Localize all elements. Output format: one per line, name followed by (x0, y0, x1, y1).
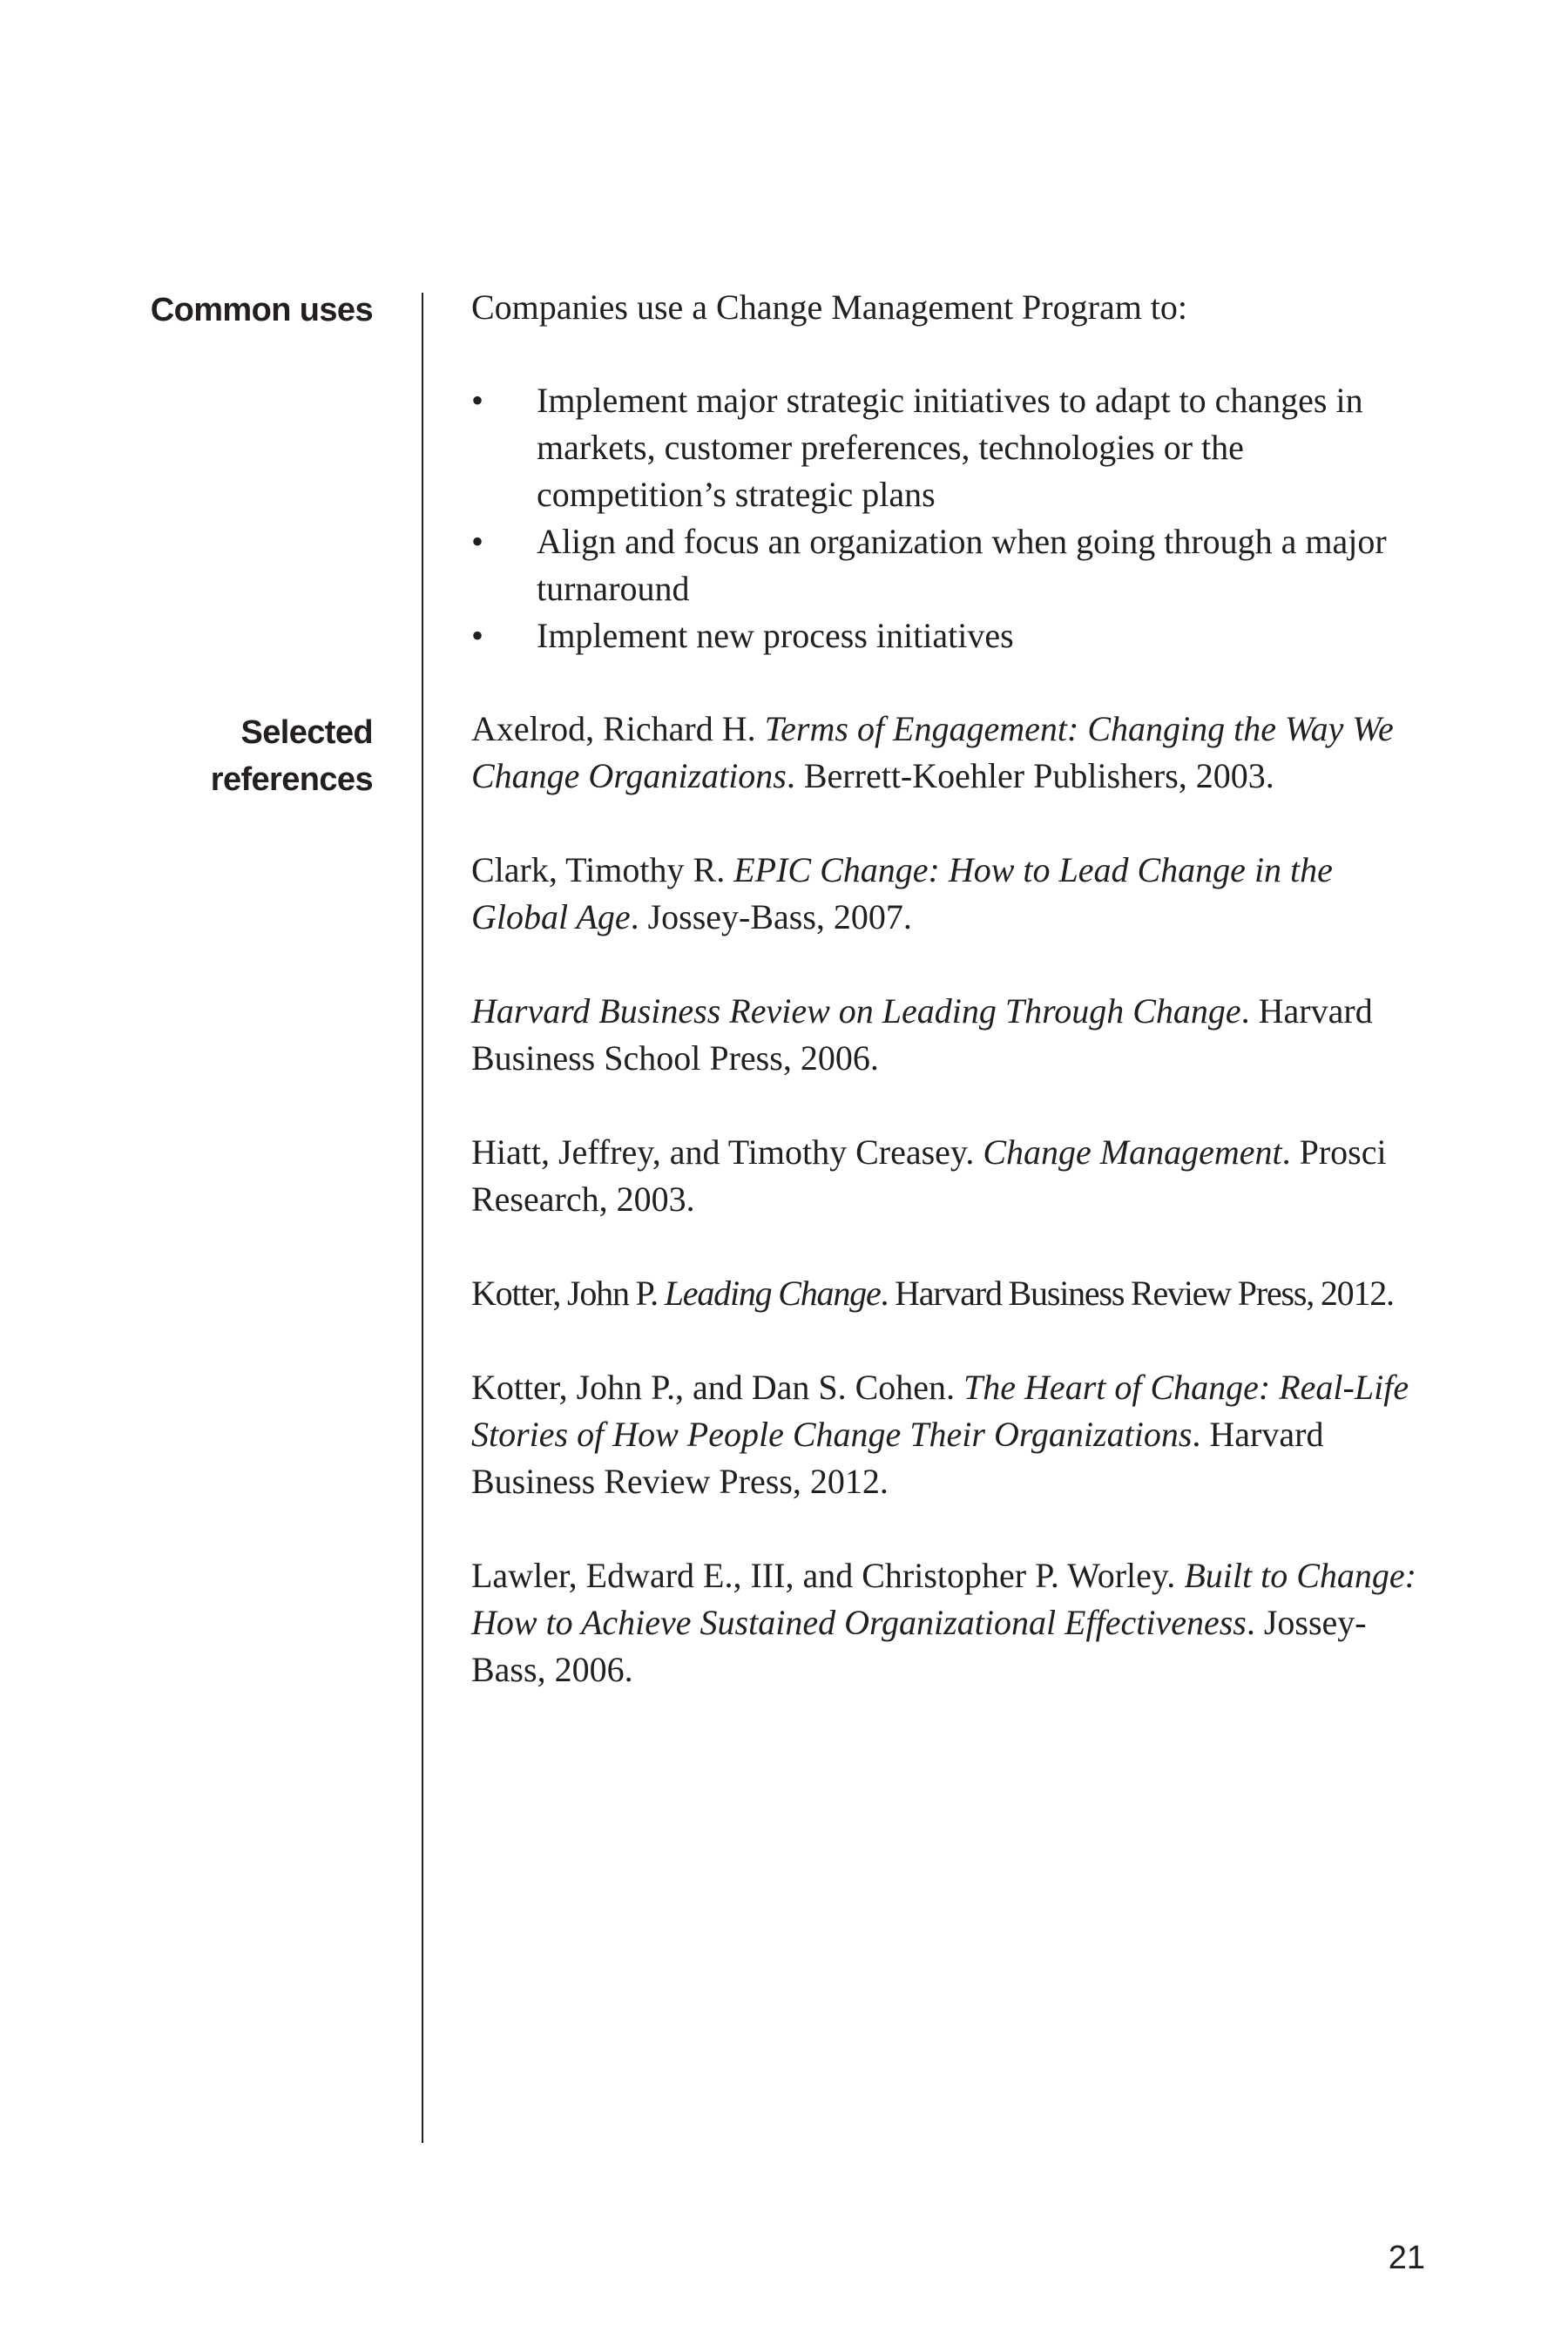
selected-references-heading-line1: Selected (240, 714, 373, 751)
list-item: • Align and focus an organization when going through a major turnaround (471, 518, 1434, 612)
reference-entry (471, 847, 1434, 941)
common-uses-heading (94, 287, 373, 334)
reference-publisher: . Harvard Business School Press, 2006. (471, 991, 1373, 1078)
reference-title: Terms of Engagement: Changing the Way We Change Organizations (471, 709, 1394, 795)
reference-title: Leading Change (664, 1274, 881, 1313)
reference-entry (471, 1270, 1434, 1317)
reference-entry (471, 1364, 1434, 1505)
reference-entry (471, 988, 1434, 1082)
reference-author: Clark, Timothy R. (471, 850, 734, 889)
reference-author: Lawler, Edward E., III, and Christopher P. Worley. (471, 1556, 1185, 1595)
reference-entry (471, 1552, 1434, 1693)
common-uses-list (471, 377, 1434, 659)
list-item: • Implement major strategic initiatives to adapt to changes in markets, customer preferences, technologies or the competition’s strategic plans (471, 377, 1434, 518)
list-item: • Implement new process initiatives (471, 612, 1434, 659)
reference-author: Axelrod, Richard H. (471, 709, 765, 748)
reference-author: Kotter, John P. (471, 1274, 665, 1313)
reference-title: The Heart of Change: Real-Life Stories of How People Change Their Organizations (471, 1368, 1409, 1454)
common-uses-heading-text: Common uses (150, 292, 373, 328)
reference-title: Harvard Business Review on Leading Through Change (471, 991, 1241, 1031)
reference-title: Built to Change: How to Achieve Sustained Organizational Effectiveness (471, 1556, 1416, 1642)
selected-references-heading (94, 709, 373, 803)
reference-author: Kotter, John P., and Dan S. Cohen. (471, 1368, 964, 1407)
common-uses-intro: Companies use a Change Management Program to: (471, 287, 1188, 327)
reference-author: Hiatt, Jeffrey, and Timothy Creasey. (471, 1132, 983, 1172)
reference-publisher: . Prosci Research, 2003. (471, 1132, 1387, 1219)
reference-entry (471, 1129, 1434, 1223)
page-number: 21 (1388, 2240, 1425, 2276)
reference-publisher: . Berrett-Koehler Publishers, 2003. (786, 756, 1274, 795)
reference-publisher: . Jossey-Bass, 2006. (471, 1603, 1367, 1689)
reference-title: Change Management (983, 1132, 1282, 1172)
reference-entry (471, 706, 1434, 800)
reference-publisher: . Jossey-Bass, 2007. (630, 897, 912, 936)
reference-publisher: . Harvard Business Review Press, 2012. (880, 1274, 1394, 1313)
vertical-divider-rule (422, 293, 423, 2143)
references-list (471, 706, 1434, 1740)
reference-publisher: . Harvard Business Review Press, 2012. (471, 1415, 1324, 1501)
selected-references-heading-line2: references (210, 761, 373, 798)
reference-title: EPIC Change: How to Lead Change in the Global Age (471, 850, 1333, 936)
